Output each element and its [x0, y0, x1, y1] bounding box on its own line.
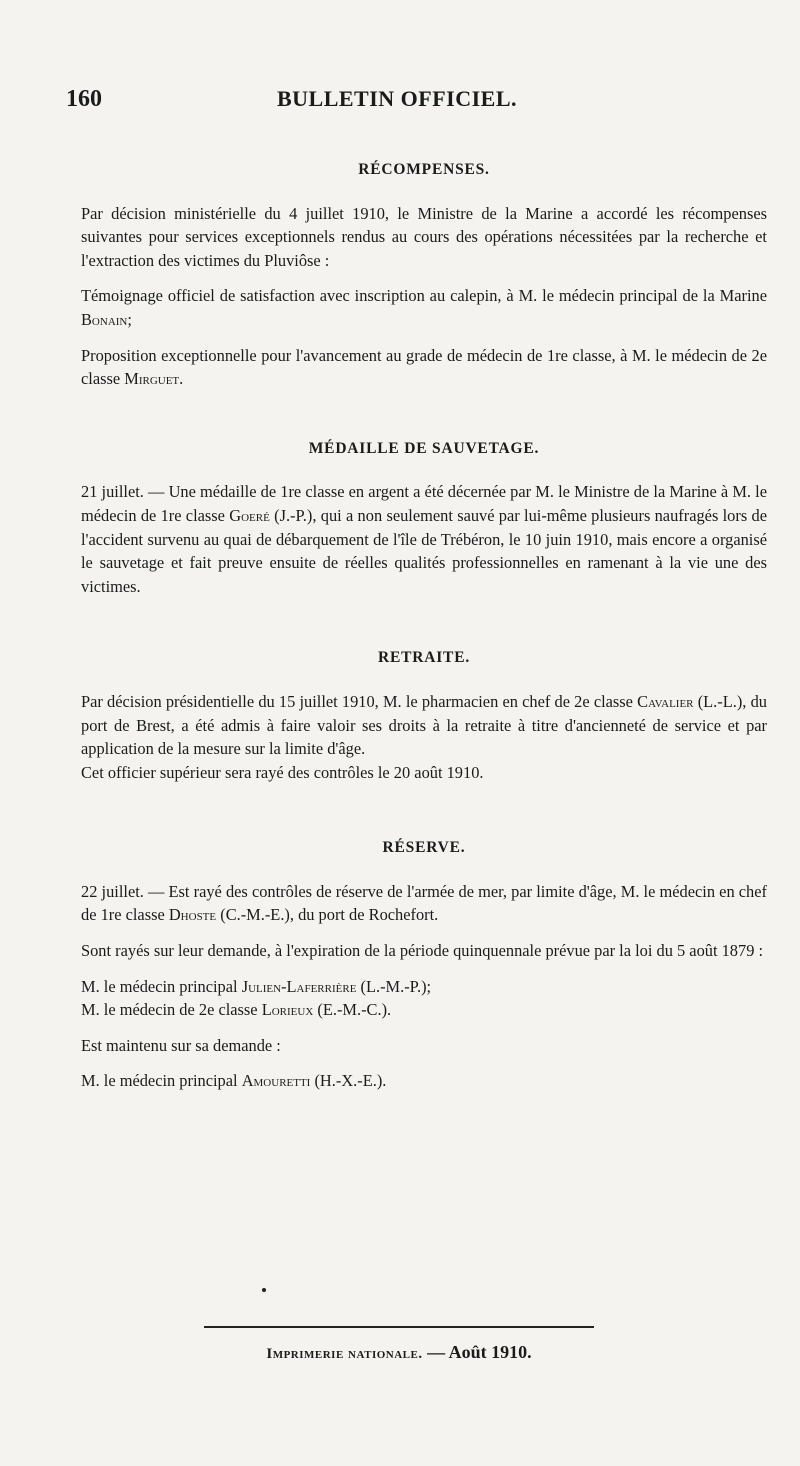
- retraite-paragraph: [81, 690, 767, 761]
- medaille-name: Goeré: [229, 505, 270, 525]
- recompenses-intro: Par décision ministérielle du 4 juillet 1910, le Ministre de la Marine a accordé les récompenses suivantes pour services exceptionnels rendus au cours des opérations nécessitées par la recherche et l'extraction des victimes du Pluviôse :: [81, 203, 767, 270]
- reserve-l2-name: Lorieux: [261, 1000, 314, 1020]
- reserve-list-item-3: [81, 1069, 767, 1093]
- recompenses-item-1-name: Bonain: [81, 309, 128, 329]
- reserve-paragraph-1: [81, 880, 767, 927]
- medaille-text-b: (J.-P.), qui a non seulement sauvé par lui-même plusieurs naufragés lors de l'accident survenu au quai de débarquement de l'île de Trébéron, le 10 juin 1910, mais encore a organisé le sauvetage et fait preuve ensuite de réelles qualités professionnelles en ramenant à la vie une des victimes.: [81, 505, 767, 596]
- reserve-l2-text-a: M. le médecin de 2e classe: [81, 1000, 258, 1020]
- retraite-text-b: (L.-L.), du port de Brest, a été admis à faire valoir ses droits à la retraite à titre d'ancienneté de service et par application de la mesure sur la limite d'âge.: [81, 691, 767, 759]
- section-heading-medaille: MÉDAILLE DE SAUVETAGE.: [308, 439, 540, 457]
- retraite-text-a: Par décision présidentielle du 15 juillet 1910, M. le pharmacien en chef de 2e classe: [81, 691, 633, 711]
- reserve-l3-name: Amouretti: [241, 1071, 311, 1091]
- reserve-l2-text-b: (E.-M.-C.).: [317, 1000, 392, 1020]
- section-heading-reserve: RÉSERVE.: [382, 839, 466, 857]
- bulletin-title: BULLETIN OFFICIEL.: [276, 86, 518, 111]
- reserve-l3-text-a: M. le médecin principal: [81, 1071, 238, 1091]
- retraite-name: Cavalier: [637, 691, 694, 711]
- document-body: [81, 158, 767, 1093]
- medaille-text-a: 21 juillet. — Une médaille de 1re classe en argent a été décernée par M. le Ministre de la Marine à M. le médecin de 1re classe: [81, 482, 767, 525]
- reserve-p1-name: Dhoste: [168, 905, 217, 925]
- reserve-paragraph-3: Est maintenu sur sa demande :: [81, 1035, 281, 1055]
- footer-date: — Août 1910.: [427, 1342, 532, 1362]
- reserve-list-item-2: [81, 998, 767, 1022]
- footer-imprint: [204, 1342, 594, 1363]
- recompenses-item-2: [81, 344, 767, 391]
- recompenses-item-1-end: ;: [127, 309, 132, 329]
- reserve-l1-name: Julien-Laferrière: [241, 976, 357, 996]
- reserve-l3-text-b: (H.-X.-E.).: [314, 1071, 387, 1091]
- footer-imprint-name: Imprimerie nationale.: [266, 1346, 423, 1362]
- footer-rule: [204, 1326, 594, 1328]
- retraite-paragraph-2: Cet officier supérieur sera rayé des contrôles le 20 août 1910.: [81, 762, 484, 782]
- recompenses-item-1-text: Témoignage officiel de satisfaction avec inscription au calepin, à M. le médecin principal de la Marine: [81, 286, 767, 306]
- reserve-l1-text-b: (L.-M.-P.);: [360, 976, 432, 996]
- recompenses-item-2-end: .: [179, 369, 184, 389]
- reserve-p1-text-a: 22 juillet. — Est rayé des contrôles de réserve de l'armée de mer, par limite d'âge, M. le médecin en chef de 1re classe: [81, 881, 767, 925]
- section-heading-retraite: RETRAITE.: [377, 649, 471, 667]
- reserve-p1-text-b: (C.-M.-E.), du port de Rochefort.: [220, 905, 439, 925]
- section-heading-recompenses: RÉCOMPENSES.: [358, 161, 490, 178]
- page-number: 160: [66, 86, 102, 112]
- medaille-paragraph: [81, 480, 767, 598]
- reserve-paragraph-2: Sont rayés sur leur demande, à l'expiration de la période quinquennale prévue par la loi du 5 août 1879 :: [81, 941, 764, 961]
- recompenses-item-1: [81, 284, 767, 331]
- running-head: [66, 86, 728, 116]
- reserve-l1-text-a: M. le médecin principal: [81, 976, 238, 996]
- recompenses-item-2-text: Proposition exceptionnelle pour l'avancement au grade de médecin de 1re classe, à M. le médecin de 2e classe: [81, 345, 767, 389]
- recompenses-item-2-name: Mirguet: [124, 369, 180, 389]
- footer-dot: [262, 1288, 266, 1292]
- reserve-list-item-1: [81, 975, 767, 999]
